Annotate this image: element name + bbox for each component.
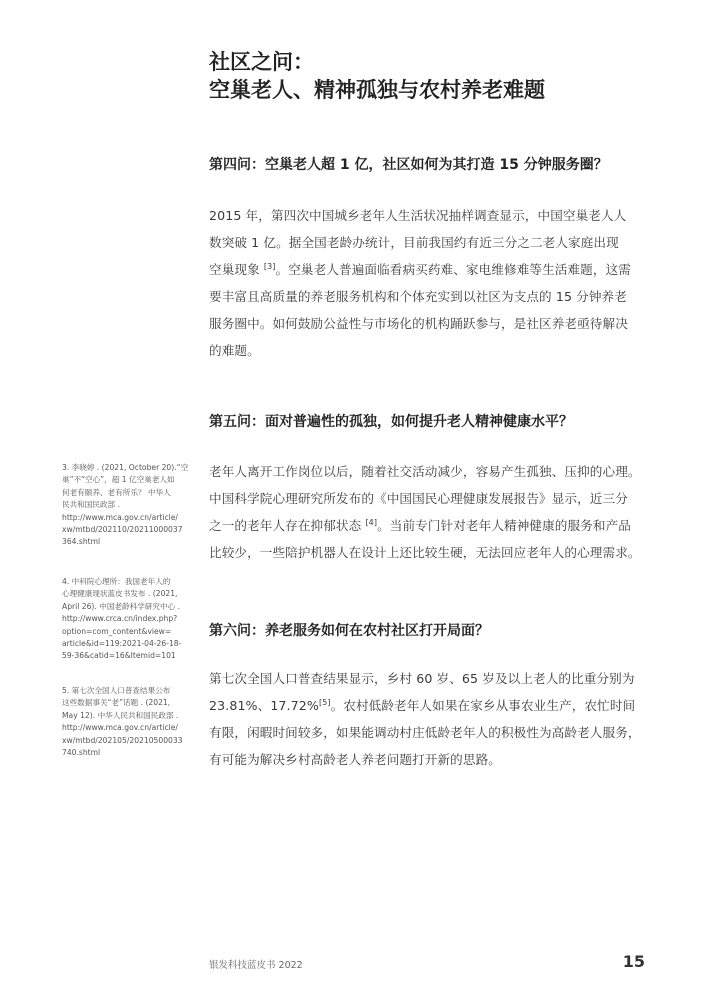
footnote-line: 何老有颐养、老有所乐？ 中华人 [62, 487, 171, 497]
footnote-line: 这些数据事关“老”话题 . (2021, [62, 698, 171, 708]
footnote-link: xw/mtbd/202105/20210500033 [62, 735, 183, 745]
page-title-line-2: 空巢老人、精神孤独与农村养老难题 [209, 78, 545, 102]
paragraph-text: 空巢现象 [209, 262, 260, 277]
section-5-paragraph [209, 458, 649, 566]
footnote-link: xw/mtbd/202110/20211000037 [62, 525, 183, 535]
footnote-line: 心理健康现状蓝皮书发布 . (2021, [62, 589, 178, 599]
footnote-line: 巢”不“空心”，超 1 亿空巢老人如 [62, 475, 175, 485]
citation-ref: [3] [263, 261, 276, 271]
paragraph-line: 比较少，一些陪护机器人在设计上还比较生硬，无法回应老年人的心理需求。 [209, 545, 641, 560]
paragraph-line [209, 256, 649, 283]
page-number: 15 [622, 952, 645, 971]
paragraph-line [209, 512, 649, 539]
paragraph-line: 数突破 1 亿。据全国老龄办统计，目前我国约有近三分之二老人家庭出现 [209, 235, 619, 250]
footnote-line: 5. 第七次全国人口普查结果公布 [62, 686, 171, 695]
footnote-line: 民共和国民政部 . [62, 500, 120, 510]
section-6-paragraph [209, 665, 649, 773]
footnote-line: April 26). 中国老龄科学研究中心 . [62, 601, 180, 611]
paragraph-line: 第七次全国人口普查结果显示，乡村 60 岁、65 岁及以上老人的比重分别为 [209, 671, 635, 686]
footnote-link: option=com_content&view= [62, 626, 172, 636]
citation-ref: [5] [318, 697, 331, 707]
paragraph-line: 老年人离开工作岗位以后，随着社交活动减少，容易产生孤独、压抑的心理。 [209, 464, 641, 479]
footnote-link: http://www.mca.gov.cn/article/ [62, 723, 178, 733]
footnote-link: http://www.mca.gov.cn/article/ [62, 512, 178, 522]
question-heading-5: 第五问：面对普遍性的孤独，如何提升老人精神健康水平？ [209, 414, 573, 430]
paragraph-text: 。农村低龄老年人如果在家乡从事农业生产，农忙时间 [330, 698, 636, 713]
paragraph-line: 2015 年，第四次中国城乡老年人生活状况抽样调查显示，中国空巢老人人 [209, 208, 627, 223]
question-heading-4: 第四问：空巢老人超 1 亿，社区如何为其打造 15 分钟服务圈？ [209, 157, 608, 173]
paragraph-text: 。空巢老人普遍面临看病买药难、家电维修难等生活难题，这需 [275, 262, 631, 277]
paragraph-line: 中国科学院心理研究所发布的《中国国民心理健康发展报告》显示，近三分 [209, 491, 628, 506]
page-title-line-1: 社区之问： [209, 50, 314, 74]
footer-publication-title: 银发科技蓝皮书 2022 [209, 960, 303, 971]
paragraph-text: 之一的老年人存在抑郁状态 [209, 518, 362, 533]
citation-ref: [4] [365, 517, 378, 527]
footnote-3 [62, 462, 200, 549]
footnote-link: http://www.crca.cn/index.php? [62, 614, 178, 624]
footnote-link: 59-36&catid=16&Itemid=101 [62, 651, 176, 661]
page-title [209, 48, 669, 104]
question-heading-6: 第六问：养老服务如何在农村社区打开局面？ [209, 623, 489, 639]
paragraph-line [209, 692, 649, 719]
paragraph-line: 的难题。 [209, 343, 260, 358]
paragraph-text: 。当前专门针对老年人精神健康的服务和产品 [377, 518, 631, 533]
paragraph-line: 服务圈中。如何鼓励公益性与市场化的机构踊跃参与，是社区养老亟待解决 [209, 316, 628, 331]
footnote-link: 740.shtml [62, 748, 101, 758]
footnote-4 [62, 576, 200, 663]
footnote-line: May 12). 中华人民共和国民政部 . [62, 710, 179, 720]
paragraph-line: 有限，闲暇时间较多，如果能调动村庄低龄老年人的积极性为高龄老人服务， [209, 725, 641, 740]
footnote-line: 4. 中科院心理所：我国老年人的 [62, 577, 171, 586]
footnote-5 [62, 685, 200, 759]
footnote-link: article&id=119:2021-04-26-18- [62, 639, 182, 649]
paragraph-text: 23.81%、17.72% [209, 698, 319, 713]
footnote-line: 3. 李晓婷 . (2021, October 20).“空 [62, 463, 189, 472]
paragraph-line: 要丰富且高质量的养老服务机构和个体充实到以社区为支点的 15 分钟养老 [209, 289, 627, 304]
section-4-paragraph [209, 202, 649, 364]
footnote-link: 364.shtml [62, 537, 101, 547]
paragraph-line: 有可能为解决乡村高龄老人养老问题打开新的思路。 [209, 752, 501, 767]
